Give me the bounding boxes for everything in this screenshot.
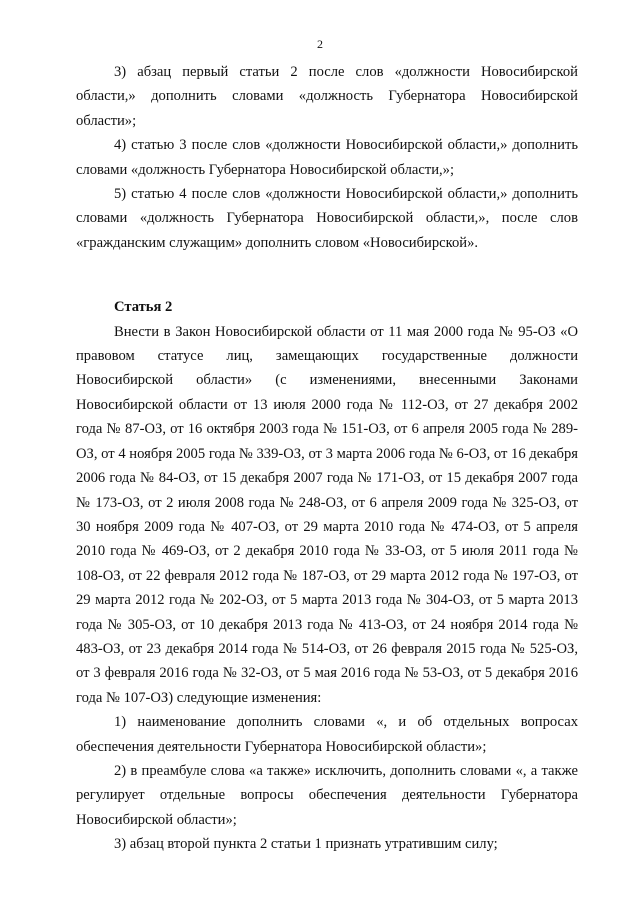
list-item: 1) наименование дополнить словами «, и об отдельных вопросах обеспечения деятельности Губернатора Новосибирской области»; xyxy=(76,714,578,755)
document-body xyxy=(76,60,578,857)
list-item: 3) абзац второй пункта 2 статьи 1 признать утратившим силу; xyxy=(114,836,498,853)
list-item: 4) статью 3 после слов «должности Новосибирской области,» дополнить словами «должность Губернатора Новосибирской области,»; xyxy=(76,137,578,178)
page-number: 2 xyxy=(317,37,323,51)
list-item: 5) статью 4 после слов «должности Новосибирской области,» дополнить словами «должность Губернатора Новосибирской области,», после слов «гражданским служащим» дополнить словом «Новосибирской». xyxy=(76,186,578,251)
article-intro: Внести в Закон Новосибирской области от 11 мая 2000 года № 95-ОЗ «О правовом статусе лиц, замещающих государственные должности Новосибирской области» (с изменениями, внесенными Законами Новосибирской области от 13 июля 2000 года № 112-ОЗ, от 27 декабря 2002 года № 87-ОЗ, от 16 октября 2003 года № 151-ОЗ, от 6 апреля 2005 года № 289-ОЗ, от 4 ноября 2005 года № 339-ОЗ, от 3 марта 2006 года № 6-ОЗ, от 16 декабря 2006 года № 84-ОЗ, от 15 декабря 2007 года № 171-ОЗ, от 15 декабря 2007 года № 173-ОЗ, от 2 июля 2008 года № 248-ОЗ, от 6 апреля 2009 года № 325-ОЗ, от 30 ноября 2009 года № 407-ОЗ, от 29 марта 2010 года № 474-ОЗ, от 5 апреля 2010 года № 469-ОЗ, от 2 декабря 2010 года № 33-ОЗ, от 5 июля 2011 года № 108-ОЗ, от 22 февраля 2012 года № 187-ОЗ, от 29 марта 2012 года № 197-ОЗ, от 29 марта 2012 года № 202-ОЗ, от 5 марта 2013 года № 304-ОЗ, от 5 марта 2013 года № 305-ОЗ, от 10 декабря 2013 года № 413-ОЗ, от 24 ноября 2014 года № 483-ОЗ, от 23 декабря 2014 года № 514-ОЗ, от 26 февраля 2015 года № 525-ОЗ, от 3 февраля 2016 года № 32-ОЗ, от 5 мая 2016 года № 53-ОЗ, от 5 декабря 2016 года № 107-ОЗ) следующие изменения: xyxy=(76,323,578,706)
list-item: 3) абзац первый статьи 2 после слов «должности Новосибирской области,» дополнить словами «должность Губернатора Новосибирской области»; xyxy=(76,64,578,129)
article-heading: Статья 2 xyxy=(114,299,173,316)
list-item: 2) в преамбуле слова «а также» исключить, дополнить словами «, а также регулирует отдельные вопросы обеспечения деятельности Губернатора Новосибирской области»; xyxy=(76,762,578,828)
section-spacer xyxy=(76,255,578,295)
